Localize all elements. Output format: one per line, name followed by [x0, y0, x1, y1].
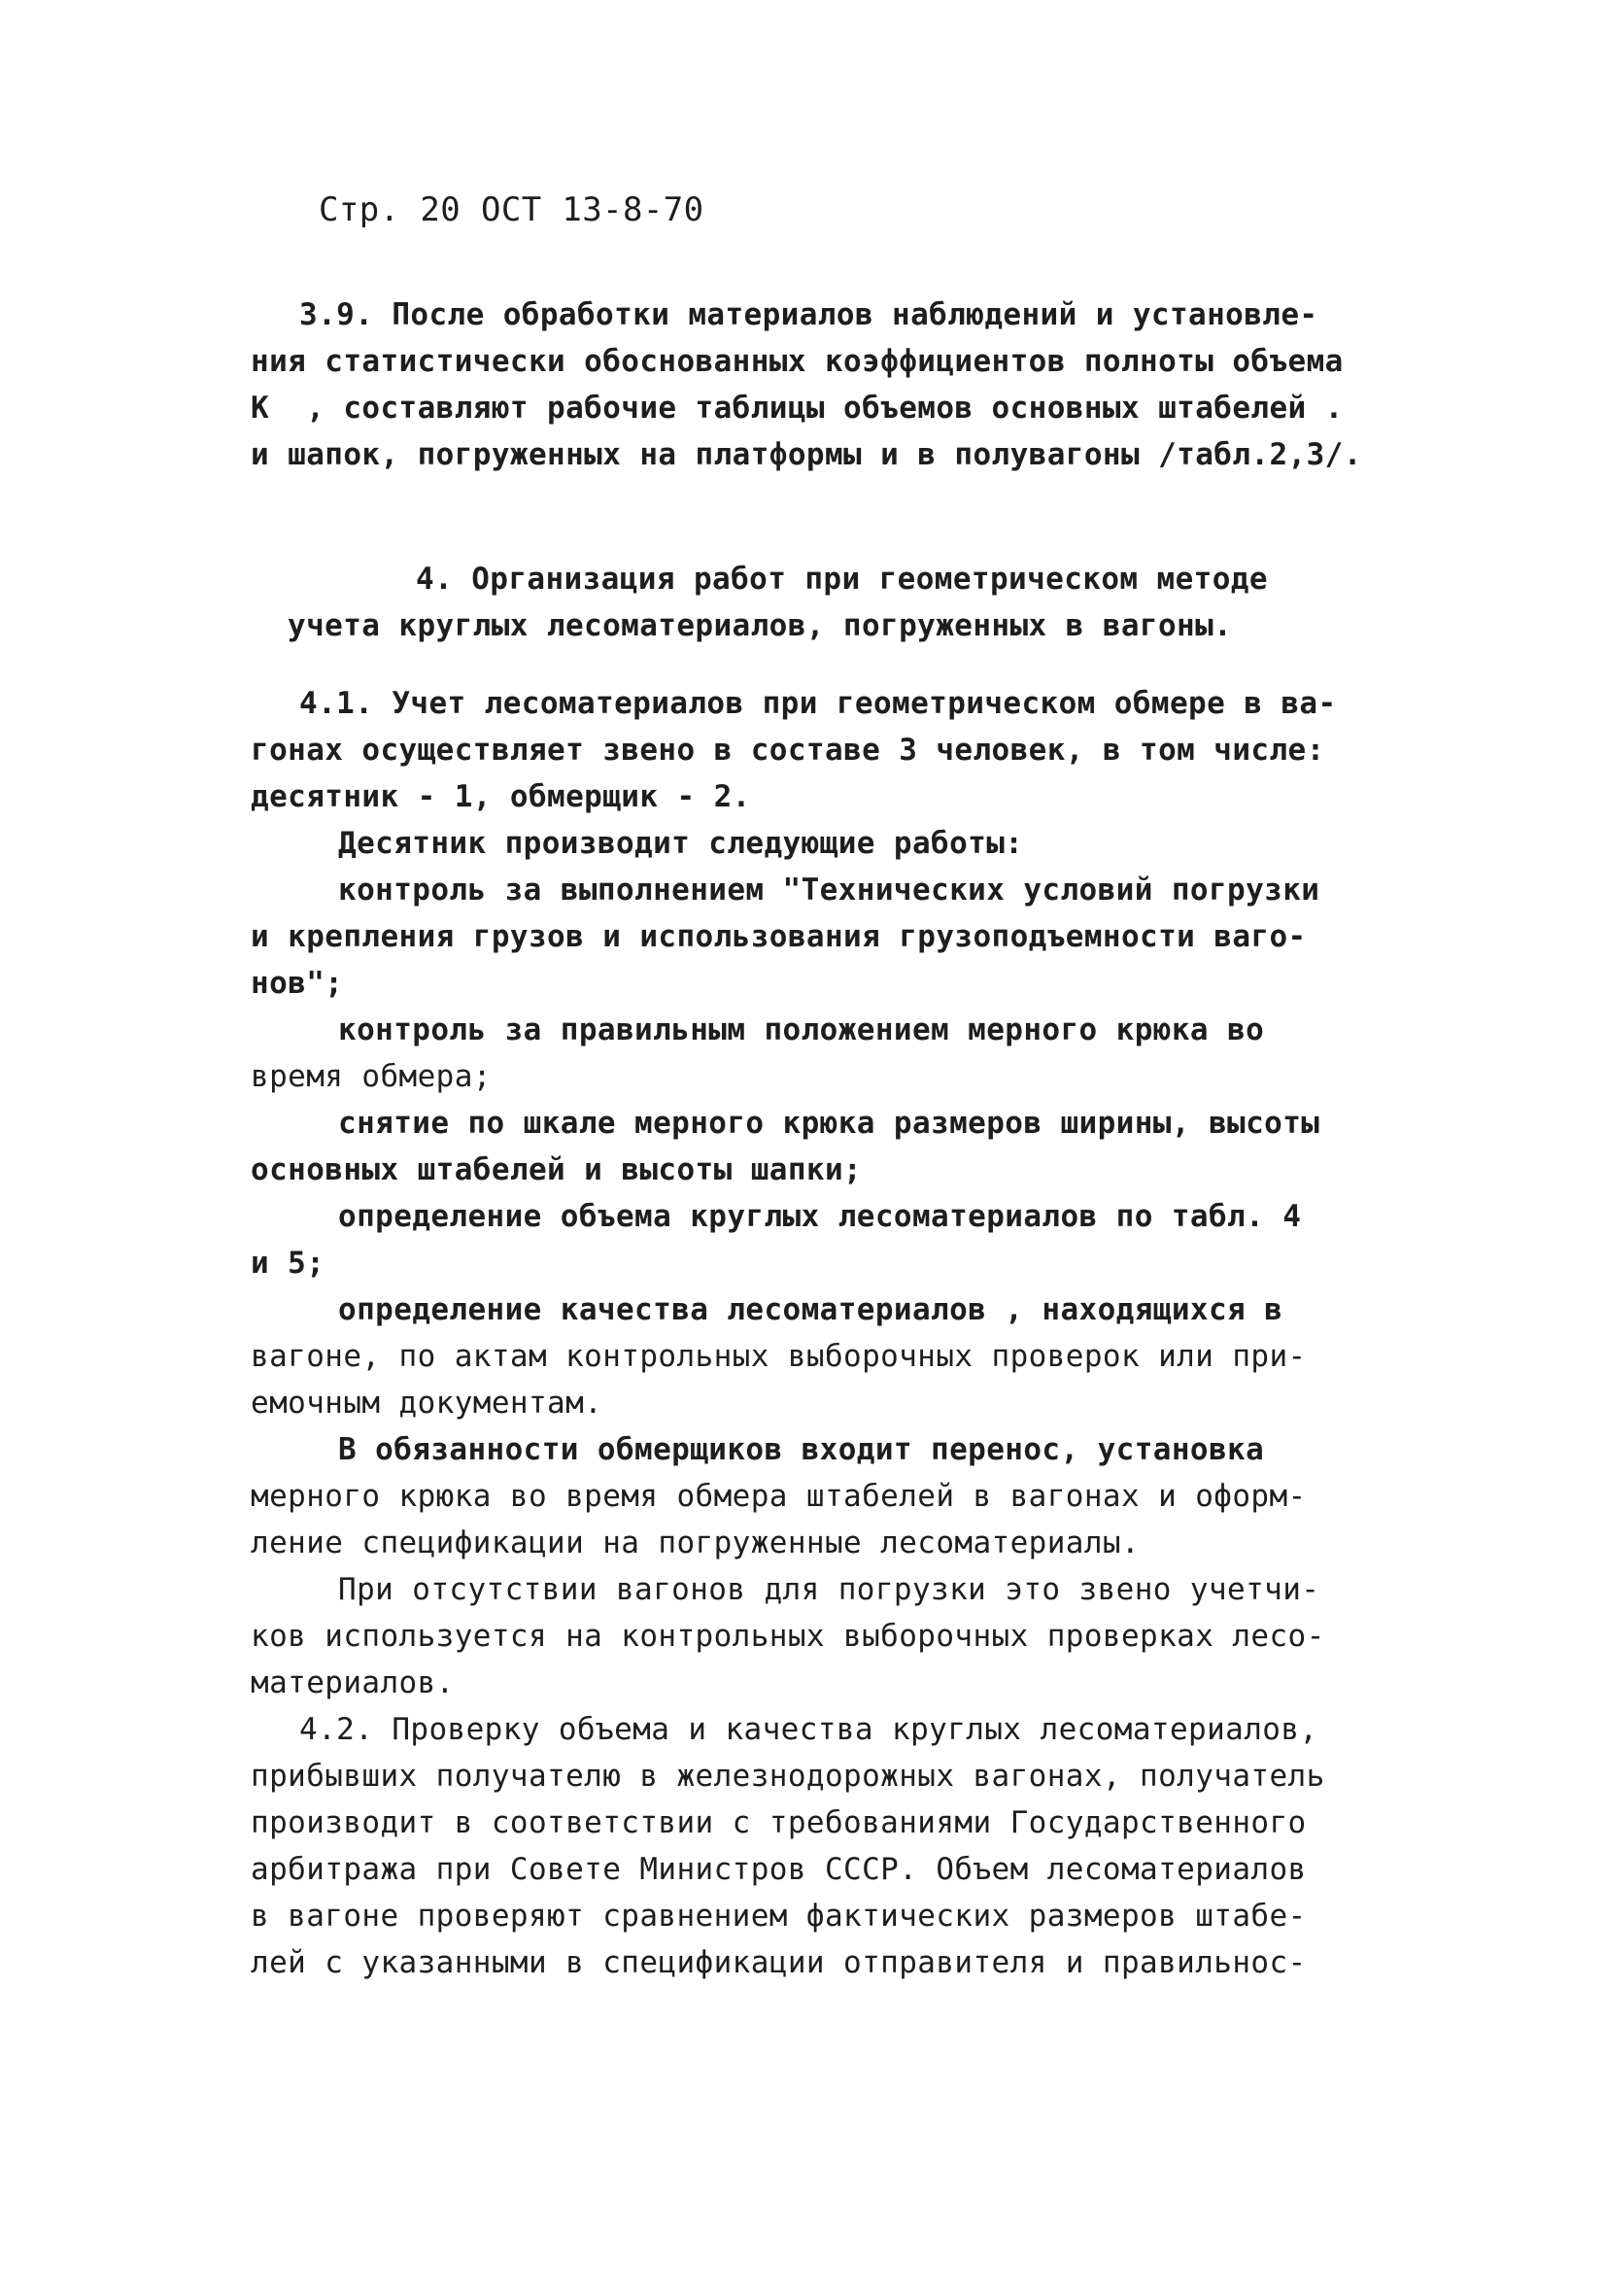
section-4-1-line-5: контроль за выполнением "Технических условий погрузки [338, 873, 1320, 908]
section-4-1-line-22: материалов. [251, 1665, 455, 1700]
section-3-9-line-3: К , составляют рабочие таблицы объемов основных штабелей . [251, 391, 1344, 426]
section-4-1-line-10: снятие по шкале мерного крюка размеров ширины, высоты [338, 1106, 1320, 1141]
section-4-1-line-2: гонах осуществляет звено в составе 3 человек, в том числе: [251, 733, 1325, 768]
section-3-9-line-1: 3.9. После обработки материалов наблюдений и установле- [299, 297, 1318, 332]
section-4-1-line-20: При отсутствии вагонов для погрузки это звено учетчи- [338, 1572, 1320, 1607]
section-4-1-line-12: определение объема круглых лесоматериалов по табл. 4 [338, 1199, 1302, 1234]
section-4-1-line-9: время обмера; [251, 1059, 492, 1094]
section-4-2-line-6: лей с указанными в спецификации отправителя и правильнос- [251, 1945, 1307, 1980]
section-4-1-line-18: мерного крюка во время обмера штабелей в вагонах и оформ- [251, 1479, 1307, 1514]
section-4-2-line-1: 4.2. Проверку объема и качества круглых лесоматериалов, [299, 1712, 1318, 1747]
section-3-9-line-4: и шапок, погруженных на платформы и в полувагоны /табл.2,3/. [251, 437, 1362, 472]
section-4-1-line-8: контроль за правильным положением мерного крюка во [338, 1012, 1265, 1047]
section-4-1-line-19: ление спецификации на погруженные лесоматериалы. [251, 1525, 1141, 1560]
section-4-title-line-2: учета круглых лесоматериалов, погруженных в вагоны. [288, 608, 1233, 643]
section-4-1-line-6: и крепления грузов и использования грузоподъемности ваго- [251, 919, 1307, 954]
section-4-1-line-4: Десятник производит следующие работы: [338, 826, 1024, 861]
section-4-2-line-2: прибывших получателю в железнодорожных вагонах, получатель [251, 1759, 1325, 1794]
section-4-1-line-21: ков используется на контрольных выборочных проверках лесо- [251, 1619, 1325, 1654]
section-4-1-line-11: основных штабелей и высоты шапки; [251, 1152, 863, 1187]
section-4-1-line-1: 4.1. Учет лесоматериалов при геометрическом обмере в ва- [299, 686, 1337, 721]
section-4-1-line-16: емочным документам. [251, 1386, 603, 1421]
section-4-2-line-5: в вагоне проверяют сравнением фактических размеров штабе- [251, 1899, 1307, 1934]
section-3-9-line-2: ния статистически обоснованных коэффициентов полноты объема [251, 344, 1344, 379]
section-4-title-line-1: 4. Организация работ при геометрическом методе [416, 562, 1268, 597]
section-4-2-line-3: производит в соответствии с требованиями Государственного [251, 1805, 1307, 1840]
section-4-2-line-4: арбитража при Совете Министров СССР. Объем лесоматериалов [251, 1852, 1307, 1887]
section-4-1-line-7: нов"; [251, 966, 344, 1001]
section-4-1-line-13: и 5; [251, 1246, 325, 1281]
section-4-1-line-14: определение качества лесоматериалов , находящихся в [338, 1292, 1283, 1327]
section-4-1-line-17: В обязанности обмерщиков входит перенос, установка [338, 1432, 1265, 1467]
section-4-1-line-3: десятник - 1, обмерщик - 2. [251, 779, 751, 814]
section-4-1-line-15: вагоне, по актам контрольных выборочных проверок или при- [251, 1339, 1307, 1374]
page-header: Стр. 20 ОСТ 13-8-70 [319, 190, 704, 229]
